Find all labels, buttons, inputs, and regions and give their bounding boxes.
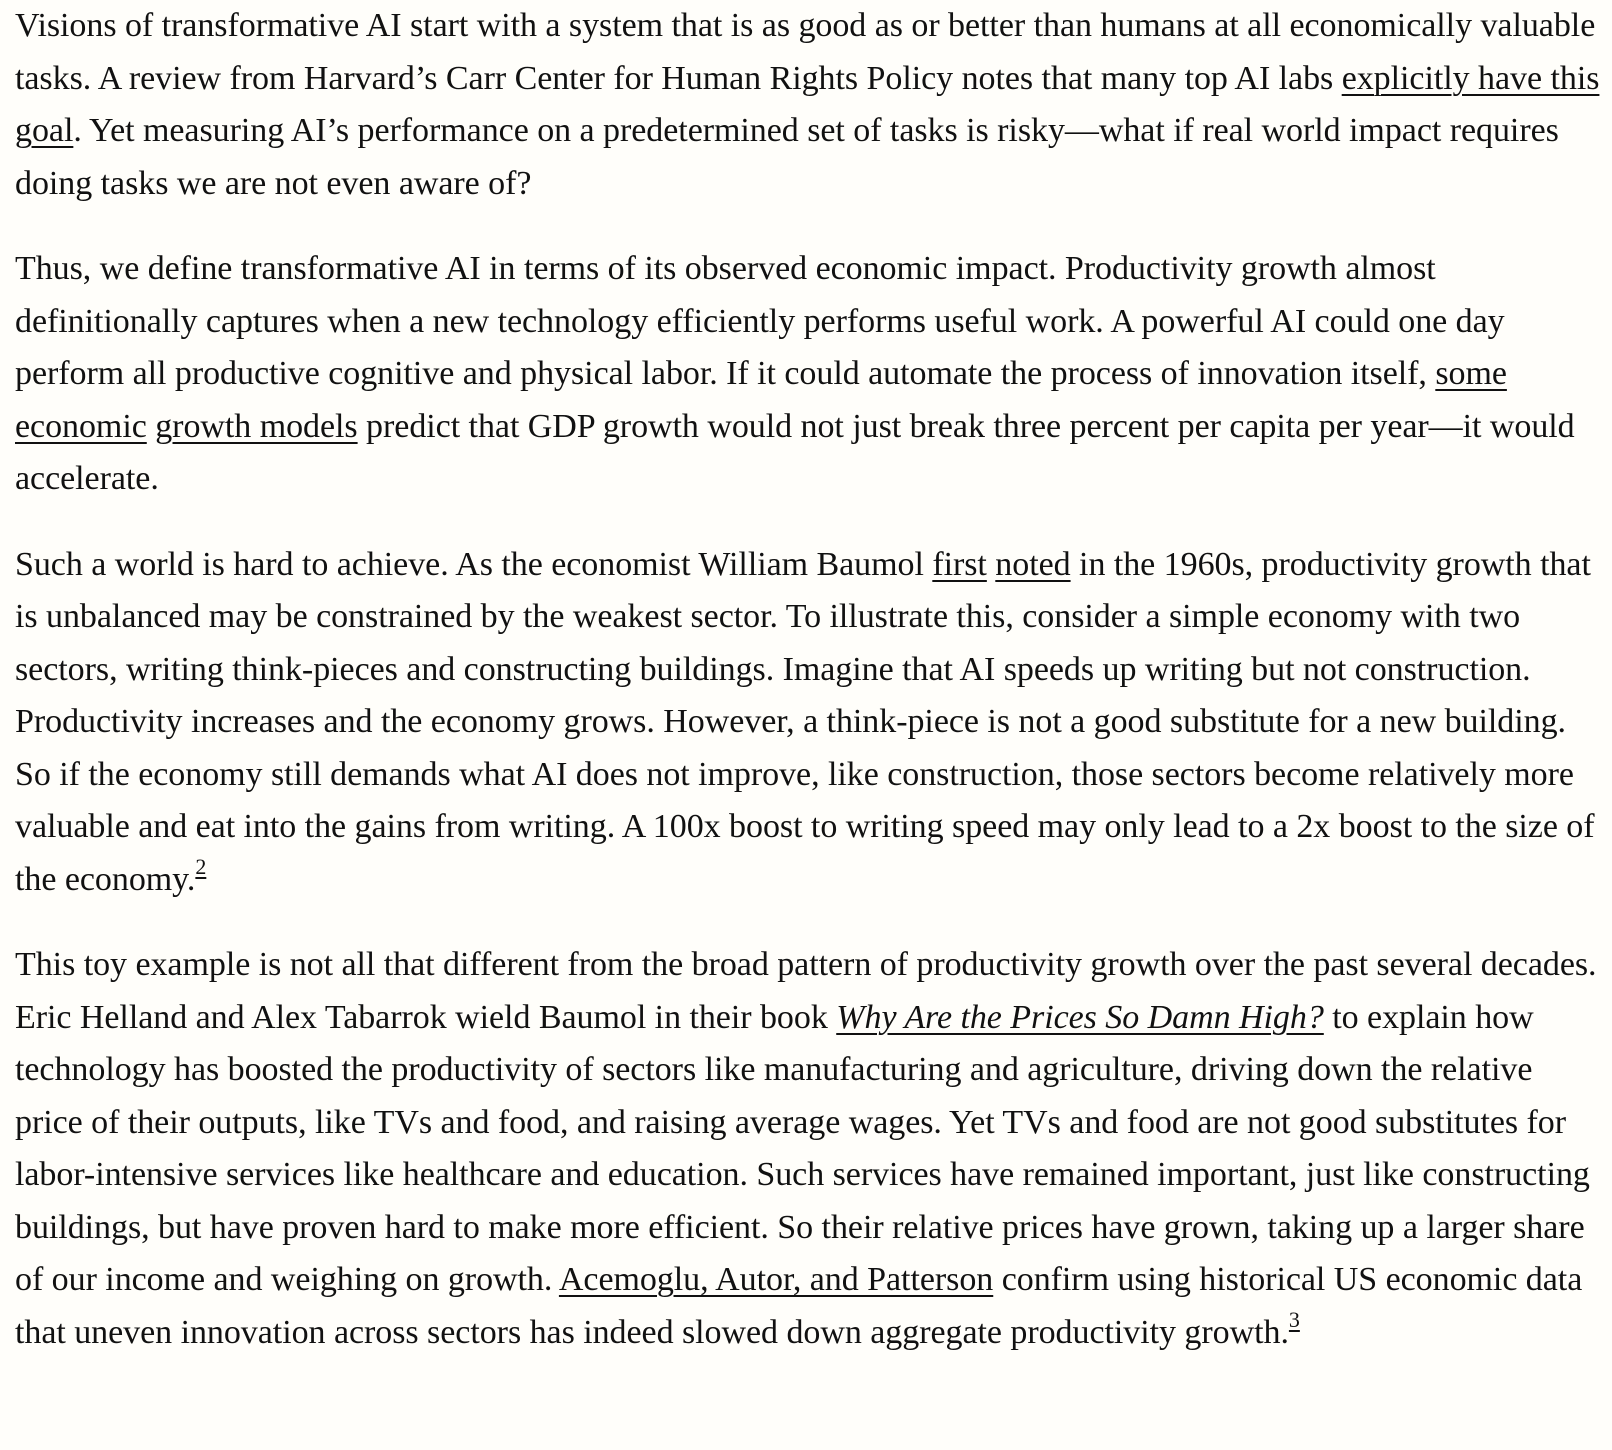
text-segment: This toy example is not all that different from the broad pattern of productivity growth over the past several decades. Eric Helland and Alex Tabarrok wield Baumol in their book (15, 946, 1597, 1036)
link-some-economic[interactable]: some economic (15, 355, 1507, 445)
footnote-ref-2 (195, 854, 206, 879)
text-segment: Such a world is hard to achieve. As the economist William Baumol (15, 545, 933, 583)
footnote-link-3[interactable]: 3 (1288, 1306, 1300, 1332)
paragraph-3 (15, 539, 1605, 907)
text-segment: confirm using historical US economic data that uneven innovation across sectors has indeed slowed down aggregate productivity growth. (15, 1261, 1583, 1351)
text-segment: Visions of transformative AI start with a system that is as good as or better than humans at all economically valuable tasks. A review from Harvard’s Carr Center for Human Rights Policy notes that many top AI labs (15, 7, 1596, 97)
text-segment: in the 1960s, productivity growth that is unbalanced may be constrained by the weakest sector. To illustrate this, consider a simple economy with two sectors, writing think-pieces and constructing buildings. Imagine that AI speeds up writing but not construction. Productivity increases and the economy grows. However, a think-piece is not a good substitute for a new building. So if the economy still demands what AI does not improve, like construction, those sectors become relatively more valuable and eat into the gains from writing. A 100x boost to writing speed may only lead to a 2x boost to the size of the economy. (15, 545, 1595, 898)
link-growth-models[interactable]: growth models (155, 407, 358, 445)
paragraph-4 (15, 939, 1605, 1359)
text-segment: Thus, we define transformative AI in terms of its observed economic impact. Productivity growth almost definitionally captures when a new technology efficiently performs useful work. A powerful AI could one day perform all productive cognitive and physical labor. If it could automate the process of innovation itself, (15, 250, 1505, 392)
paragraph-2 (15, 243, 1605, 506)
footnote-ref-3 (1289, 1307, 1300, 1332)
link-book-title[interactable] (836, 999, 1324, 1036)
book-title: Why Are the Prices So Damn High? (836, 998, 1324, 1036)
text-segment: to explain how technology has boosted the productivity of sectors like manufacturing and agriculture, driving down the relative price of their outputs, like TVs and food, and raising average wages. Yet TVs and food are not good substitutes for labor-intensive services like healthcare and education. Such services have remained important, just like constructing buildings, but have proven hard to make more efficient. So their relative prices have grown, taking up a larger share of our income and weighing on growth. (15, 998, 1590, 1298)
text-segment: predict that GDP growth would not just break three percent per capita per year—it would accelerate. (15, 407, 1575, 497)
link-first[interactable]: first (932, 545, 987, 583)
link-explicitly-have-this-goal[interactable]: explicitly have this goal (15, 59, 1600, 149)
footnote-link-2[interactable]: 2 (195, 853, 207, 879)
paragraph-1 (15, 0, 1605, 210)
link-acemoglu-autor-patterson[interactable]: Acemoglu, Autor, and Patterson (558, 1261, 994, 1298)
article-body (15, 0, 1605, 1392)
link-noted[interactable]: noted (995, 545, 1071, 583)
text-segment (147, 408, 155, 445)
text-segment: . Yet measuring AI’s performance on a predetermined set of tasks is risky—what if real world impact requires doing tasks we are not even aware of? (15, 112, 1559, 202)
